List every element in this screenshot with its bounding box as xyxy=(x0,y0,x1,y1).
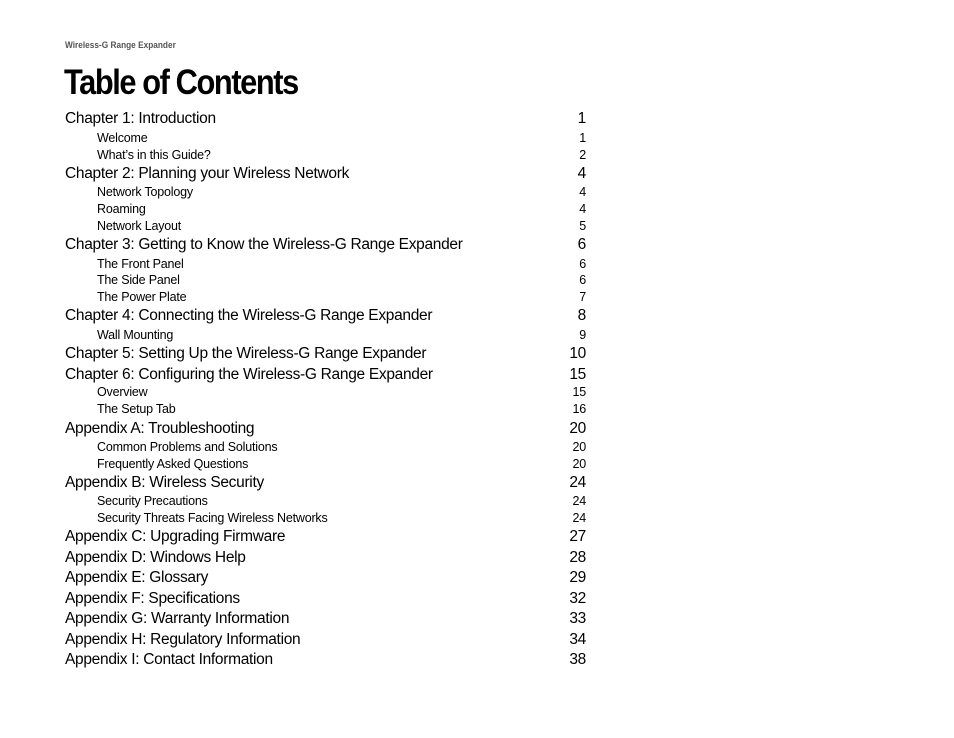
toc-entry-chapter-4[interactable]: Chapter 4: Connecting the Wireless-G Range Expander 8 xyxy=(65,307,586,324)
running-header: Wireless-G Range Expander xyxy=(65,40,176,50)
toc-entry-appendix-c[interactable]: Appendix C: Upgrading Firmware 27 xyxy=(65,528,586,545)
toc-entry-front-panel[interactable]: The Front Panel 6 xyxy=(97,257,586,271)
toc-entry-faq[interactable]: Frequently Asked Questions 20 xyxy=(97,457,586,471)
toc-entry-appendix-e[interactable]: Appendix E: Glossary 29 xyxy=(65,569,586,586)
toc-entry-welcome[interactable]: Welcome 1 xyxy=(97,131,586,145)
toc-entry-overview[interactable]: Overview 15 xyxy=(97,385,586,399)
toc-entry-side-panel[interactable]: The Side Panel 6 xyxy=(97,273,586,287)
toc-entry-security-threats[interactable]: Security Threats Facing Wireless Networks 24 xyxy=(97,511,586,525)
toc-entry-appendix-f[interactable]: Appendix F: Specifications 32 xyxy=(65,590,586,607)
toc-entry-roaming[interactable]: Roaming 4 xyxy=(97,202,586,216)
toc-entry-security-precautions[interactable]: Security Precautions 24 xyxy=(97,494,586,508)
toc-entry-common-problems[interactable]: Common Problems and Solutions 20 xyxy=(97,440,586,454)
toc-entry-setup-tab[interactable]: The Setup Tab 16 xyxy=(97,402,586,416)
toc-entry-chapter-3[interactable]: Chapter 3: Getting to Know the Wireless-G Range Expander 6 xyxy=(65,236,586,253)
toc-entry-appendix-g[interactable]: Appendix G: Warranty Information 33 xyxy=(65,610,586,627)
toc-entry-chapter-6[interactable]: Chapter 6: Configuring the Wireless-G Range Expander 15 xyxy=(65,366,586,383)
page-title: Table of Contents xyxy=(64,63,298,102)
toc-entry-power-plate[interactable]: The Power Plate 7 xyxy=(97,290,586,304)
toc-entry-appendix-d[interactable]: Appendix D: Windows Help 28 xyxy=(65,549,586,566)
toc-entry-appendix-b[interactable]: Appendix B: Wireless Security 24 xyxy=(65,474,586,491)
toc-entry-network-layout[interactable]: Network Layout 5 xyxy=(97,219,586,233)
toc-entry-wall-mounting[interactable]: Wall Mounting 9 xyxy=(97,328,586,342)
toc-entry-chapter-5[interactable]: Chapter 5: Setting Up the Wireless-G Range Expander 10 xyxy=(65,345,586,362)
toc-entry-chapter-2[interactable]: Chapter 2: Planning your Wireless Network 4 xyxy=(65,165,586,182)
toc-entry-whats-in-this-guide[interactable]: What’s in this Guide? 2 xyxy=(97,148,586,162)
toc-entry-appendix-a[interactable]: Appendix A: Troubleshooting 20 xyxy=(65,420,586,437)
toc-entry-appendix-i[interactable]: Appendix I: Contact Information 38 xyxy=(65,651,586,668)
toc-entry-network-topology[interactable]: Network Topology 4 xyxy=(97,185,586,199)
toc-entry-chapter-1[interactable]: Chapter 1: Introduction 1 xyxy=(65,110,586,127)
toc-entry-appendix-h[interactable]: Appendix H: Regulatory Information 34 xyxy=(65,631,586,648)
